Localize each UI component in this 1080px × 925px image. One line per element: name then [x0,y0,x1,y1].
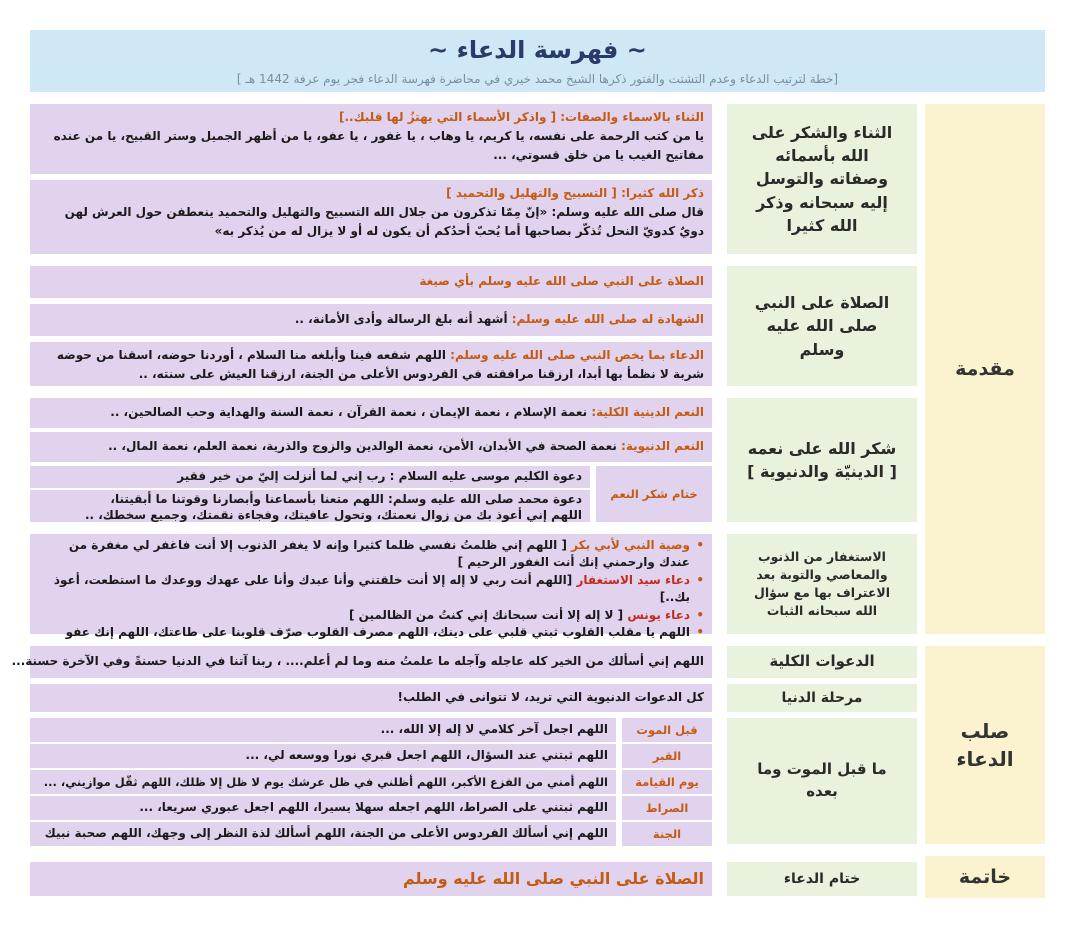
gratitude-musa-text: دعوة الكليم موسى عليه السلام : رب إني لما أنزلت إليّ من خير فقير [177,469,582,484]
stage-tag [622,718,712,742]
stage-tag-label: قبل الموت [636,723,698,737]
stage-text-box [30,796,616,820]
stage-text: اللهم أمني من الفزع الأكبر، اللهم أظلني في ظل عرشك يوم لا ظل إلا ظلك، اللهم ثقّل موازيني، ... [43,774,608,789]
category-praise-label: الثناء والشكر على الله بأسمائه وصفاته والتوسل إليه سبحانه وذكر الله كثيرا [751,123,893,235]
salat-dua-text: اللهم شفعه فينا وأبلغه منا السلام ، أوردنا حوضه، اسقنا من حوضه شربة لا نظمأ بها أبدا، ارزقنا مرافقته في الفردوس الأعلى من الجنة، ارزقنا العيش على سنته، .. [56,348,704,382]
category-dunya-label: مرحلة الدنيا [781,689,863,706]
istighfar-yunus-text: [ لا إله إلا أنت سبحانك إني كنتُ من الظالمين ] [349,607,624,622]
gratitude-religious-box [30,398,712,428]
stage-tag [622,822,712,846]
istighfar-box [30,534,712,639]
salat-testimony-text: أشهد أنه بلغ الرسالة وأدى الأمانة، .. [294,312,508,327]
gratitude-muhammad-line2: اللهم إني أعوذ بك من زوال نعمتك، وتحول عافيتك، وفجاءة نقمتك، وجميع سخطك، .. [84,508,582,523]
category-istighfar-label: الاستغفار من الذنوب والمعاصي والتوبة بعد الاعتراف بها مع سؤال الله سبحانه الثبات [753,548,891,619]
stage-tag [622,796,712,820]
category-salat-label: الصلاة على النبي صلى الله عليه وسلم [754,293,890,359]
general-dua-box [11,646,712,678]
stage-text-box [30,770,616,794]
praise-names-box [30,104,712,174]
gratitude-worldly-text: نعمة الصحة في الأبدان، الأمن، نعمة الوالدين والزوج والذرية، نعمة العلم، نعمة المال، .. [108,439,617,454]
istighfar-item-abubakr [38,537,704,572]
praise-dhikr-label: ذكر الله كثيرا: [ التسبيح والتهليل والتحميد ] [446,186,704,200]
istighfar-abubakr-text: [ اللهم إني ظلمتُ نفسي ظلما كثيرا وإنه لا يغفر الذنوب إلا أنت فاغفر لي مغفرة من عندك وارحمني إنك أنت الغفور الرحيم ] [68,538,690,570]
salat-dua-box [30,342,712,386]
stage-tag-label: الصراط [645,801,689,815]
gratitude-worldly-label: النعم الدنيوية: [621,439,704,454]
stage-tag [622,770,712,794]
stage-tag-label: يوم القيامة [635,775,699,789]
salat-formula-box [30,266,712,298]
closing-box [30,862,712,896]
dunya-dua-text: كل الدعوات الدنيوية التي تريد، لا تتوانى في الطلب! [397,690,704,705]
category-general-label: الدعوات الكلية [769,652,875,671]
stage-text: اللهم إني أسألك الفردوس الأعلى من الجنة، اللهم أسألك لذة النظر إلى وجهك، اللهم صحبة نبيك [44,826,608,841]
istighfar-item-yunus [38,607,704,624]
stage-tag-label: القبر [652,749,682,763]
closing-text: الصلاة على النبي صلى الله عليه وسلم [402,869,704,889]
stage-tag [622,744,712,768]
category-salat [727,266,917,386]
gratitude-religious-label: النعم الدينية الكلية: [591,405,704,420]
category-gratitude [727,398,917,522]
gratitude-muhammad-line1: دعوة محمد صلى الله عليه وسلم: اللهم متعنا بأسماعنا وأبصارنا وقوتنا ما أبقيتنا، [110,492,582,506]
general-dua-text: اللهم إني أسألك من الخير كله عاجله وآجله ما علمتُ منه وما لم أعلم.... ، ربنا آتنا في الدنيا حسنةً وفي الآخرة حسنة... [11,654,704,669]
category-death-label: ما قبل الموت وما بعده [757,760,887,800]
category-praise [727,104,917,254]
gratitude-worldly-box [30,432,712,462]
category-gratitude-sublabel: [ الدينيّة والدنيوية ] [747,462,897,481]
gratitude-muhammad-box [30,490,590,522]
praise-names-label: الثناء بالاسماء والصفات: [ واذكر الأسماء التي يهتزُ لها قلبك..] [339,110,704,124]
istighfar-sayyid-text: [اللهم أنت ربي لا إله إلا أنت خلقتني وأنا عبدك وأنا على عهدك ووعدك ما استطعت، أعوذ بك..] [53,572,690,605]
section-intro [925,104,1045,634]
category-istighfar [727,534,917,634]
stage-text-box [30,822,616,846]
salat-formula-text: الصلاة على النبي صلى الله عليه وسلم بأي صيغة [419,274,704,289]
stage-text: اللهم ثبتني على الصراط، اللهم اجعله سهلا يسيرا، اللهم اجعل عبوري سريعا، ... [139,800,608,815]
praise-names-text: يا من كتب الرحمة على نفسه، يا كريم، يا وهاب ، يا غفور ، يا عفو، يا من أظهر الجميل وستر القبيح، يا من عنده مفاتيح الغيب يا من خلق قسوتي، ... [53,129,704,163]
page-title: ~ فهرسة الدعاء ~ [428,36,647,64]
section-outro-label: خاتمة [958,865,1012,888]
praise-dhikr-box [30,180,712,254]
istighfar-thabat-text: اللهم يا مقلب القلوب ثبتي قلبي على دينك، اللهم مصرف القلوب صرّف قلوبنا على طاعتك، اللهم إنك عفو [65,624,690,639]
category-closing [727,862,917,896]
gratitude-closing-tag [596,466,712,522]
stage-text: اللهم اجعل آخر كلامي لا إله إلا الله، ... [380,722,608,737]
istighfar-sayyid-label: دعاء سيد الاستغفار [576,572,690,587]
stage-text-box [30,744,616,768]
stage-text: اللهم ثبتني عند السؤال، اللهم اجعل قبري نورا ووسعه لي، ... [245,748,608,763]
stage-text-box [30,718,616,742]
section-outro [925,856,1045,898]
istighfar-list [38,537,704,659]
gratitude-religious-text: نعمة الإسلام ، نعمة الإيمان ، نعمة القرآن ، نعمة السنة والهداية وحب الصالحين، .. [110,405,588,420]
page-subtitle: [خطة لترتيب الدعاء وعدم التشتت والفتور ذكرها الشيخ محمد خيري في محاضرة فهرسة الدعاء فجر يوم عرفة 1442 هـ ] [236,72,839,86]
praise-dhikr-text: قال صلى الله عليه وسلم: «إنّ مِمّا تذكرون من جلال الله التسبيح والتهليل والتحميد ينعطفن حول العرش لهن دويٌ كدويّ النحل تُذكّر بصاحبها أما يُحبّ أحدُكم أن يكون له أو لا يزال له من يُذكر به» [64,205,704,239]
section-core [925,646,1045,844]
stage-tag-label: الجنة [652,827,682,841]
salat-testimony-label: الشهادة له صلى الله عليه وسلم: [511,312,704,327]
header-banner [30,30,1045,92]
istighfar-yunus-label: دعاء يونس [627,607,690,622]
section-intro-label: مقدمة [955,357,1015,380]
istighfar-item-sayyid [38,572,704,607]
category-gratitude-label: شكر الله على نعمه [747,438,897,458]
category-closing-label: ختام الدعاء [783,870,861,887]
category-dunya [727,684,917,712]
salat-testimony-box [30,304,712,336]
salat-dua-label: الدعاء بما يخص النبي صلى الله عليه وسلم: [450,348,704,362]
category-death [727,718,917,844]
istighfar-abubakr-label: وصية النبي لأبي بكر [571,538,690,552]
section-core-label: صلب الدعاء [956,719,1014,771]
dunya-dua-box [30,684,712,712]
gratitude-closing-tag-label: ختام شكر النعم [610,487,698,501]
category-general [727,646,917,678]
gratitude-musa-box [30,466,590,488]
